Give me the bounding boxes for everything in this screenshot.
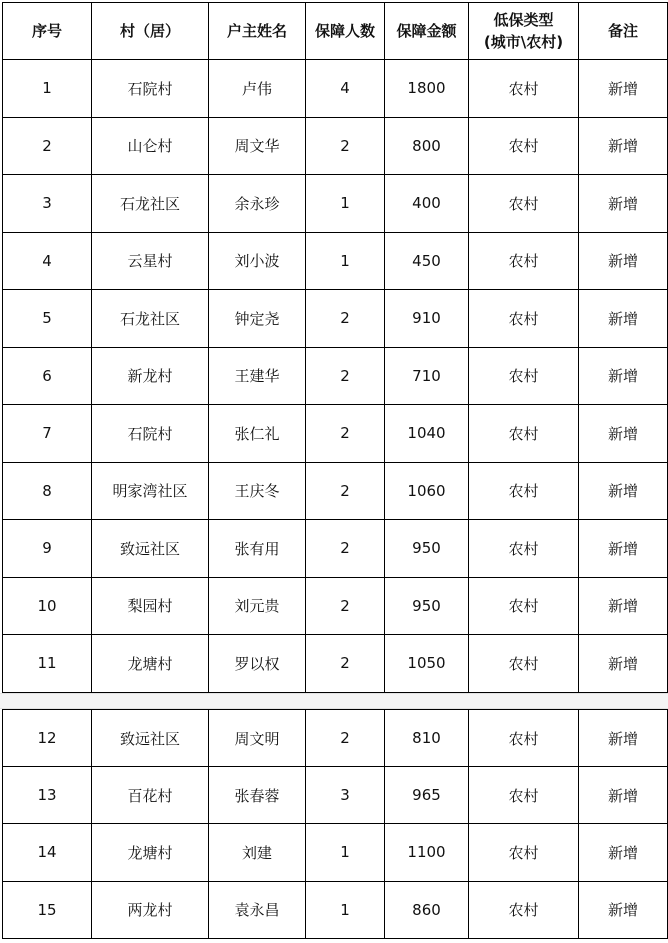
cell-index: 3 <box>3 175 92 233</box>
cell-householder: 余永珍 <box>209 175 306 233</box>
cell-type: 农村 <box>469 290 579 348</box>
cell-amount: 1040 <box>385 405 469 463</box>
cell-remark: 新增 <box>579 635 668 693</box>
table-row <box>3 60 668 118</box>
cell-type: 农村 <box>469 462 579 520</box>
cell-village: 新龙村 <box>92 347 209 405</box>
cell-persons: 2 <box>306 577 385 635</box>
cell-index: 8 <box>3 462 92 520</box>
cell-village: 石院村 <box>92 60 209 118</box>
cell-index: 13 <box>3 767 92 824</box>
page-break <box>0 693 668 709</box>
cell-householder: 罗以权 <box>209 635 306 693</box>
cell-village: 龙塘村 <box>92 635 209 693</box>
cell-amount: 710 <box>385 347 469 405</box>
cell-remark: 新增 <box>579 767 668 824</box>
table-row <box>3 767 668 824</box>
cell-village: 致远社区 <box>92 710 209 767</box>
table-body-page-2 <box>3 710 668 939</box>
cell-village: 明家湾社区 <box>92 462 209 520</box>
cell-type: 农村 <box>469 347 579 405</box>
cell-remark: 新增 <box>579 462 668 520</box>
table-row <box>3 520 668 578</box>
cell-index: 9 <box>3 520 92 578</box>
cell-amount: 1060 <box>385 462 469 520</box>
cell-persons: 1 <box>306 824 385 881</box>
cell-village: 石龙社区 <box>92 175 209 233</box>
table-body-page-1 <box>3 60 668 693</box>
cell-index: 12 <box>3 710 92 767</box>
cell-persons: 2 <box>306 462 385 520</box>
cell-amount: 1800 <box>385 60 469 118</box>
cell-index: 5 <box>3 290 92 348</box>
cell-persons: 2 <box>306 347 385 405</box>
cell-persons: 3 <box>306 767 385 824</box>
cell-persons: 1 <box>306 175 385 233</box>
cell-type: 农村 <box>469 635 579 693</box>
table-row <box>3 405 668 463</box>
cell-amount: 860 <box>385 881 469 938</box>
table-row <box>3 577 668 635</box>
cell-amount: 950 <box>385 520 469 578</box>
cell-type: 农村 <box>469 577 579 635</box>
cell-remark: 新增 <box>579 881 668 938</box>
cell-persons: 2 <box>306 520 385 578</box>
cell-amount: 1100 <box>385 824 469 881</box>
cell-persons: 2 <box>306 710 385 767</box>
cell-amount: 910 <box>385 290 469 348</box>
cell-type: 农村 <box>469 710 579 767</box>
cell-amount: 450 <box>385 232 469 290</box>
cell-index: 1 <box>3 60 92 118</box>
header-index: 序号 <box>3 3 92 60</box>
cell-type: 农村 <box>469 175 579 233</box>
cell-remark: 新增 <box>579 290 668 348</box>
header-type-line2: (城市\农村) <box>483 33 564 51</box>
cell-householder: 钟定尧 <box>209 290 306 348</box>
cell-remark: 新增 <box>579 232 668 290</box>
cell-persons: 2 <box>306 405 385 463</box>
cell-remark: 新增 <box>579 577 668 635</box>
cell-householder: 卢伟 <box>209 60 306 118</box>
cell-index: 10 <box>3 577 92 635</box>
header-persons: 保障人数 <box>306 3 385 60</box>
cell-remark: 新增 <box>579 710 668 767</box>
cell-village: 龙塘村 <box>92 824 209 881</box>
cell-persons: 1 <box>306 232 385 290</box>
cell-householder: 袁永昌 <box>209 881 306 938</box>
cell-type: 农村 <box>469 405 579 463</box>
table-row <box>3 117 668 175</box>
table-row <box>3 824 668 881</box>
cell-index: 11 <box>3 635 92 693</box>
header-amount: 保障金额 <box>385 3 469 60</box>
cell-village: 致远社区 <box>92 520 209 578</box>
table-row <box>3 462 668 520</box>
cell-index: 4 <box>3 232 92 290</box>
cell-village: 梨园村 <box>92 577 209 635</box>
cell-type: 农村 <box>469 60 579 118</box>
table-row <box>3 881 668 938</box>
cell-persons: 2 <box>306 290 385 348</box>
cell-type: 农村 <box>469 881 579 938</box>
cell-persons: 4 <box>306 60 385 118</box>
allowance-table-page-1 <box>2 2 668 693</box>
cell-householder: 刘小波 <box>209 232 306 290</box>
table-header-row <box>3 3 668 60</box>
cell-remark: 新增 <box>579 520 668 578</box>
cell-village: 百花村 <box>92 767 209 824</box>
allowance-table-page-2 <box>2 709 668 939</box>
cell-householder: 王庆冬 <box>209 462 306 520</box>
cell-type: 农村 <box>469 520 579 578</box>
cell-village: 石院村 <box>92 405 209 463</box>
cell-householder: 张仁礼 <box>209 405 306 463</box>
table-row <box>3 710 668 767</box>
table-row <box>3 635 668 693</box>
cell-amount: 950 <box>385 577 469 635</box>
cell-remark: 新增 <box>579 117 668 175</box>
cell-index: 14 <box>3 824 92 881</box>
cell-amount: 810 <box>385 710 469 767</box>
header-type <box>469 3 579 60</box>
cell-amount: 800 <box>385 117 469 175</box>
cell-index: 2 <box>3 117 92 175</box>
cell-village: 山仑村 <box>92 117 209 175</box>
cell-remark: 新增 <box>579 824 668 881</box>
cell-householder: 刘元贵 <box>209 577 306 635</box>
cell-village: 石龙社区 <box>92 290 209 348</box>
cell-remark: 新增 <box>579 405 668 463</box>
cell-persons: 2 <box>306 635 385 693</box>
cell-persons: 2 <box>306 117 385 175</box>
cell-village: 两龙村 <box>92 881 209 938</box>
header-remark: 备注 <box>579 3 668 60</box>
header-type-line1: 低保类型 <box>493 11 554 29</box>
cell-remark: 新增 <box>579 347 668 405</box>
table-row <box>3 347 668 405</box>
table-row <box>3 232 668 290</box>
cell-type: 农村 <box>469 767 579 824</box>
cell-village: 云星村 <box>92 232 209 290</box>
header-village: 村（居） <box>92 3 209 60</box>
header-householder: 户主姓名 <box>209 3 306 60</box>
cell-index: 7 <box>3 405 92 463</box>
cell-amount: 965 <box>385 767 469 824</box>
cell-persons: 1 <box>306 881 385 938</box>
cell-householder: 刘建 <box>209 824 306 881</box>
cell-householder: 周文明 <box>209 710 306 767</box>
cell-amount: 400 <box>385 175 469 233</box>
cell-householder: 周文华 <box>209 117 306 175</box>
table-row <box>3 290 668 348</box>
cell-index: 15 <box>3 881 92 938</box>
table-row <box>3 175 668 233</box>
cell-householder: 王建华 <box>209 347 306 405</box>
cell-remark: 新增 <box>579 60 668 118</box>
cell-amount: 1050 <box>385 635 469 693</box>
cell-type: 农村 <box>469 824 579 881</box>
cell-type: 农村 <box>469 117 579 175</box>
cell-householder: 张春蓉 <box>209 767 306 824</box>
cell-remark: 新增 <box>579 175 668 233</box>
cell-householder: 张有用 <box>209 520 306 578</box>
cell-type: 农村 <box>469 232 579 290</box>
cell-index: 6 <box>3 347 92 405</box>
